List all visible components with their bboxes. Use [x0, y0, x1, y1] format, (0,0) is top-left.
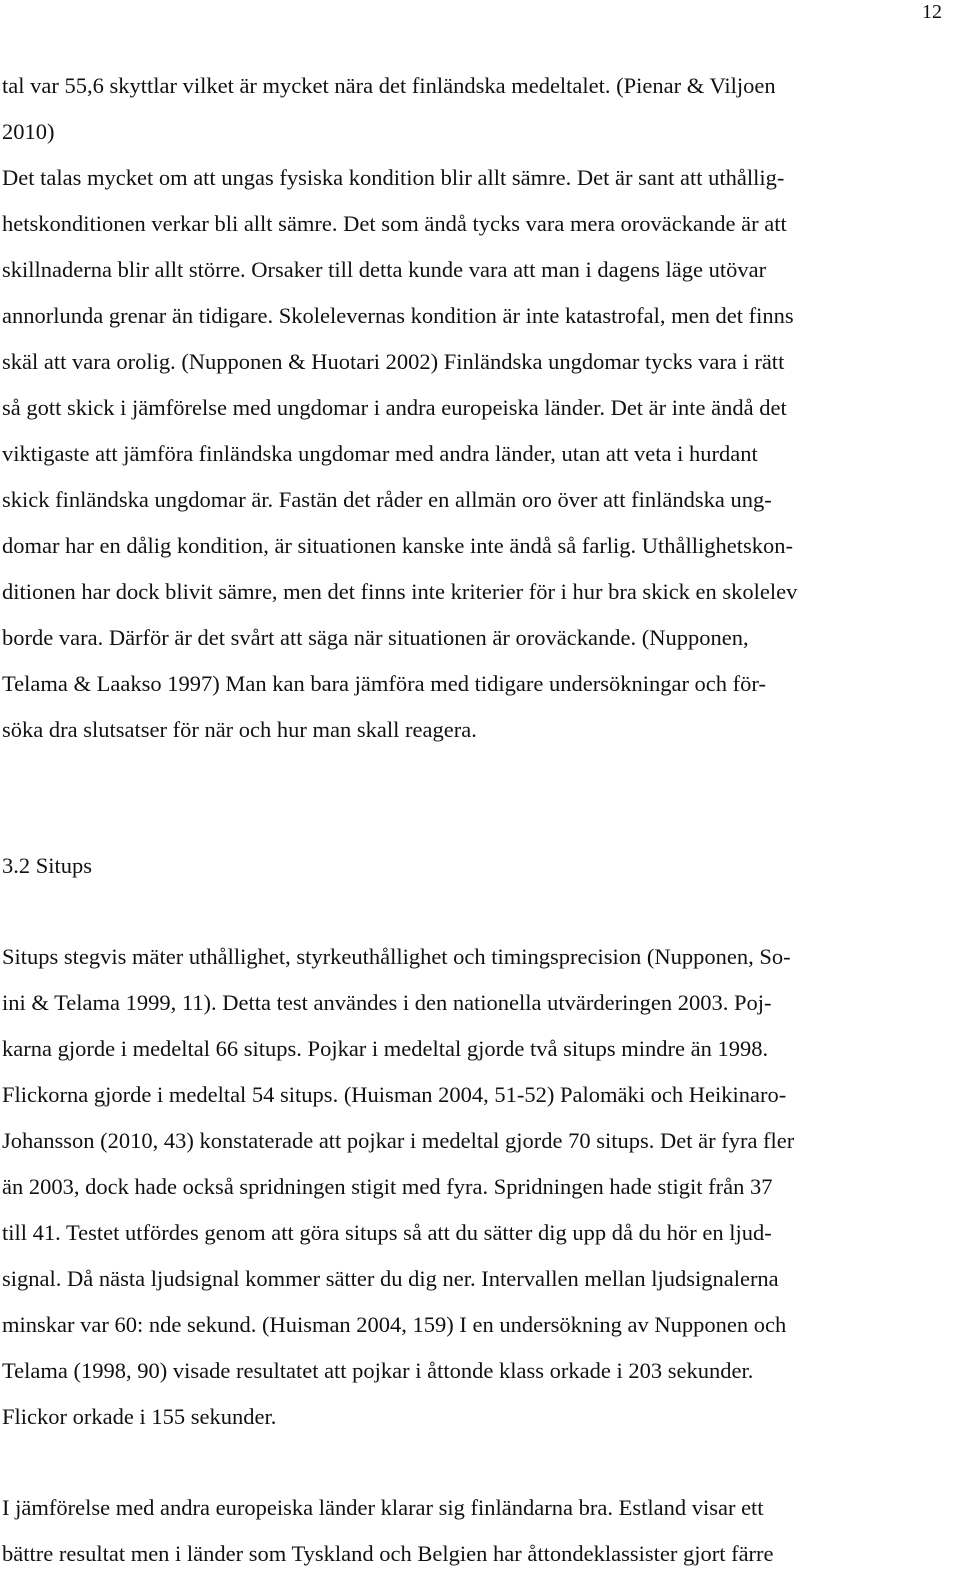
page-number: 12 — [922, 1, 942, 23]
text-line: ditionen har dock blivit sämre, men det finns inte kriterier för i hur bra skick en skolelev — [2, 579, 798, 604]
text-line: minskar var 60: nde sekund. (Huisman 2004, 159) I en undersökning av Nupponen och — [2, 1312, 787, 1337]
text-line: Telama (1998, 90) visade resultatet att pojkar i åttonde klass orkade i 203 sekunder. — [2, 1358, 754, 1383]
text-line: till 41. Testet utfördes genom att göra situps så att du sätter dig upp då du hör en ljud- — [2, 1220, 772, 1245]
text-line: hetskonditionen verkar bli allt sämre. Det som ändå tycks vara mera oroväckande är att — [2, 211, 787, 236]
text-line: tal var 55,6 skyttlar vilket är mycket nära det finländska medeltalet. (Pienar & Viljoen — [2, 73, 776, 98]
text-line: Situps stegvis mäter uthållighet, styrkeuthållighet och timingsprecision (Nupponen, So- — [2, 944, 791, 969]
text-line: domar har en dålig kondition, är situationen kanske inte ändå så farlig. Uthållighetskon- — [2, 533, 794, 558]
text-line: skick finländska ungdomar är. Fastän det råder en allmän oro över att finländska ung- — [2, 487, 772, 512]
text-line: karna gjorde i medeltal 66 situps. Pojkar i medeltal gjorde två situps mindre än 1998. — [2, 1036, 769, 1061]
text-line: viktigaste att jämföra finländska ungdomar med andra länder, utan att veta i hurdant — [2, 441, 758, 466]
text-line: Det talas mycket om att ungas fysiska kondition blir allt sämre. Det är sant att uthållig- — [2, 165, 785, 190]
text-line: signal. Då nästa ljudsignal kommer sätter du dig ner. Intervallen mellan ljudsignalerna — [2, 1266, 779, 1291]
text-line: skillnaderna blir allt större. Orsaker till detta kunde vara att man i dagens läge utövar — [2, 257, 767, 282]
text-line: Telama & Laakso 1997) Man kan bara jämföra med tidigare undersökningar och för- — [2, 671, 766, 696]
text-line: 2010) — [2, 119, 55, 144]
text-line: söka dra slutsatser för när och hur man skall reagera. — [2, 717, 477, 742]
text-line: borde vara. Därför är det svårt att säga när situationen är oroväckande. (Nupponen, — [2, 625, 749, 650]
section-heading: 3.2 Situps — [2, 853, 93, 878]
text-line: skäl att vara orolig. (Nupponen & Huotari 2002) Finländska ungdomar tycks vara i rätt — [2, 349, 785, 374]
text-line: Flickor orkade i 155 sekunder. — [2, 1404, 277, 1429]
text-line: så gott skick i jämförelse med ungdomar i andra europeiska länder. Det är inte ändå det — [2, 395, 787, 420]
text-line: än 2003, dock hade också spridningen stigit med fyra. Spridningen hade stigit från 37 — [2, 1174, 773, 1199]
text-line: ini & Telama 1999, 11). Detta test användes i den nationella utvärderingen 2003. Poj- — [2, 990, 772, 1015]
text-line: Flickorna gjorde i medeltal 54 situps. (Huisman 2004, 51-52) Palomäki och Heikinaro- — [2, 1082, 787, 1107]
text-line: annorlunda grenar än tidigare. Skolelevernas kondition är inte katastrofal, men det finns — [2, 303, 794, 328]
text-line: bättre resultat men i länder som Tyskland och Belgien har åttondeklassister gjort färre — [2, 1541, 774, 1566]
text-line: I jämförelse med andra europeiska länder klarar sig finländarna bra. Estland visar ett — [2, 1495, 764, 1520]
text-line: Johansson (2010, 43) konstaterade att pojkar i medeltal gjorde 70 situps. Det är fyra fler — [2, 1128, 795, 1153]
